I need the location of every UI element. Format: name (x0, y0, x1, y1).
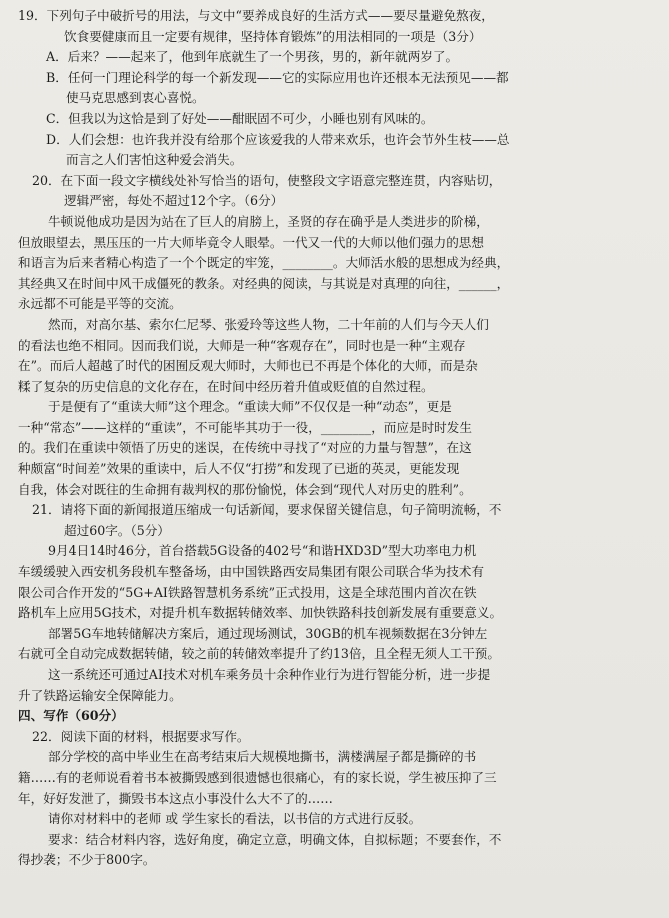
q20-passage-line: 种颇富“时间差”效果的重读中，后人不仅“打捞”和发现了已逝的英灵，更能发现 (18, 461, 460, 477)
q20-passage-line: 但放眼望去，黑压压的一片大师毕竟令人眼晕。一代又一代的大师以他们强力的思想 (18, 234, 484, 250)
q20-passage-line: 其经典又在时间中风干成僵死的教条。对经典的阅读，与其说是对真理的向往，______， (18, 275, 510, 291)
question-19 (18, 6, 657, 171)
question-21 (18, 500, 657, 706)
question-22 (18, 727, 657, 871)
q22-passage-line: 要求：结合材料内容，选好角度，确定立意，明确文体，自拟标题；不要套作，不 (48, 831, 502, 847)
q22-passage-line: 部分学校的高中毕业生在高考结束后大规模地撕书，满楼满屋子都是撕碎的书 (48, 749, 477, 765)
section-4-heading: 四、写作（60分） (18, 708, 124, 724)
q21-passage-line: 右就可全自动完成数据转储，较之前的转储效率提升了约13倍，且全程无须人工干预。 (18, 646, 500, 662)
option-d-continued: 而言之人们害怕这种爱会消失。 (66, 152, 243, 168)
q22-passage-line: 请你对材料中的老师 或 学生家长的看法，以书信的方式进行反驳。 (48, 811, 422, 827)
q20-passage-line: 在”。而后人超越了时代的困囿反观大师时，大师也已不再是个体化的大师，而是杂 (18, 358, 478, 374)
q21-passage-line: 这一系统还可通过AI技术对机车乘务员十余种作业行为进行智能分析，进一步提 (48, 667, 491, 682)
q21-passage-line: 车缓缓驶入西安机务段机车整备场，由中国铁路西安局集团有限公司联合华为技术有 (18, 564, 484, 580)
q20-passage-line: 的看法也绝不相同。因而我们说，大师是一种“客观存在”，同时也是一种“主观存 (18, 337, 466, 353)
q20-passage-line: 糅了复杂的历史信息的文化存在，在时间中经历着升值或贬值的自然过程。 (18, 378, 434, 394)
question-19-stem-line-2: 饮食要健康而且一定要有规律，坚持体育锻炼”的用法相同的一项是（3分） (64, 28, 482, 44)
q20-passage-line: 和语言为后来者精心构造了一个个既定的牢笼，________。大师活水般的思想成为经典， (18, 255, 510, 271)
option-b: B．任何一门理论科学的每一个新发现——它的实际应用也许还根本无法预见——都 (46, 69, 509, 85)
question-20 (18, 171, 657, 501)
q21-passage-line: 9月4日14时46分，首台搭载5G设备的402号“和谐HXD3D”型大功率电力机 (48, 543, 477, 559)
q22-passage-line: 籍……有的老师说看着书本被撕毁感到很遗憾也很痛心，有的家长说，学生被压抑了三 (18, 769, 497, 785)
q21-passage-line: 路机车上应用5G技术，对提升机车数据转储效率、加快铁路科技创新发展有重要意义。 (18, 605, 503, 621)
option-a: A．后来？——起来了，他到年底就生了一个男孩，男的，新年就两岁了。 (46, 49, 459, 65)
q21-passage-line: 限公司合作开发的“5G+AI铁路智慧机务系统”正式投用，这是全球范围内首次在铁 (18, 584, 477, 600)
question-21-stem-line-2: 超过60字。（5分） (64, 522, 170, 538)
option-c: C．但我以为这恰是到了好处——酣眠固不可少，小睡也别有风味的。 (46, 110, 434, 126)
q20-passage-line: 然而，对高尔基、索尔仁尼琴、张爱玲等这些人物，二十年前的人们与今天人们 (48, 316, 489, 332)
q22-passage-line: 年，好好发泄了，撕毁书本这点小事没什么大不了的…… (18, 790, 333, 806)
q20-passage-line: 于是便有了“重读大师”这个理念。“重读大师”不仅仅是一种“动态”，更是 (48, 399, 452, 415)
q22-passage-line: 得抄袭；不少于800字。 (18, 852, 156, 868)
q20-passage-line: 永远都不可能是平等的交流。 (18, 296, 182, 312)
q20-passage-line: 的。我们在重读中领悟了历史的迷误，在传统中寻找了“对应的力量与智慧”，在这 (18, 440, 472, 456)
q20-passage-line: 牛顿说他成功是因为站在了巨人的肩膀上，圣贤的存在确乎是人类进步的阶梯， (48, 213, 489, 229)
q21-passage-line: 升了铁路运输安全保障能力。 (18, 687, 182, 703)
q20-passage-line: 一种“常态”——这样的“重读”，不可能毕其功于一役，________，而应是时时发生 (18, 419, 472, 435)
q20-passage-line: 自我，体会对既往的生命拥有裁判权的那份愉悦，体会到“现代人对历史的胜利”。 (18, 481, 472, 497)
q21-passage-line: 部署5G车地转储解决方案后，通过现场测试，30GB的机车视频数据在3分钟左 (48, 625, 488, 641)
question-21-stem-line-1: 21．请将下面的新闻报道压缩成一句话新闻，要求保留关键信息，句子简明流畅，不 (32, 502, 502, 518)
option-d: D．人们会想：也许我并没有给那个应该爱我的人带来欢乐，也许会节外生枝——总 (46, 131, 510, 147)
option-b-continued: 使马克思感到衷心喜悦。 (66, 90, 205, 106)
question-20-stem-line-1: 20．在下面一段文字横线处补写恰当的语句，使整段文字语意完整连贯，内容贴切， (32, 172, 502, 188)
question-22-stem: 22．阅读下面的材料，根据要求写作。 (32, 728, 250, 744)
question-20-stem-line-2: 逻辑严密，每处不超过12个字。（6分） (64, 193, 284, 209)
question-19-stem-line-1: 19．下列句子中破折号的用法，与文中“要养成良好的生活方式——要尽量避免熬夜， (18, 8, 494, 23)
